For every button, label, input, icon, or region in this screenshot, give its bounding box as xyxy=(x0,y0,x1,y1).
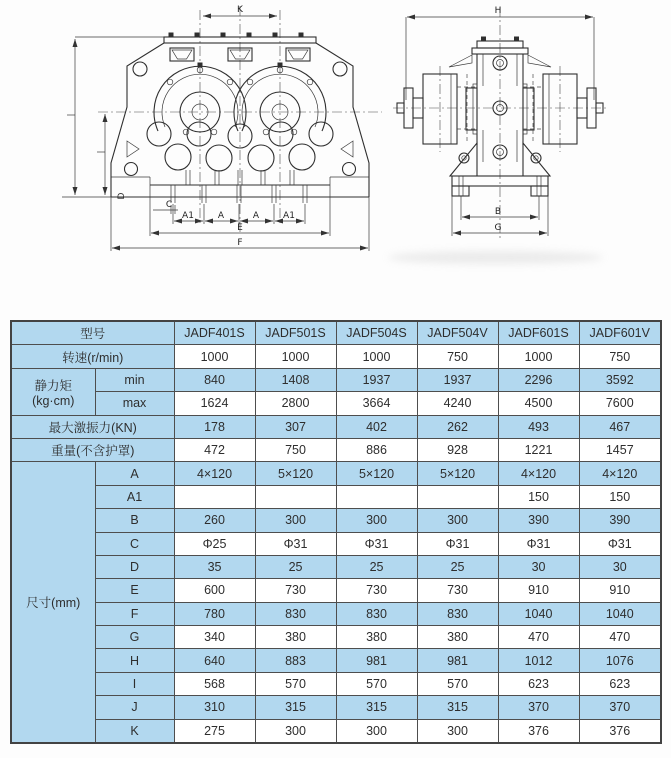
model-header: JADF504V xyxy=(417,321,498,345)
spec-cell: 5×120 xyxy=(255,462,336,485)
dimension-k xyxy=(203,5,277,16)
spec-cell: 3664 xyxy=(336,392,417,415)
spec-cell: 5×120 xyxy=(417,462,498,485)
spec-cell: Φ31 xyxy=(255,532,336,555)
spec-cell: 380 xyxy=(255,626,336,649)
table-row xyxy=(11,626,661,649)
dim-label-h: H xyxy=(494,6,502,16)
spec-cell: 178 xyxy=(174,415,255,438)
table-row xyxy=(11,415,661,438)
dimension-i-j xyxy=(62,39,111,197)
spec-cell: 300 xyxy=(336,509,417,532)
dim-label-d: D xyxy=(117,192,127,200)
spec-cell: 623 xyxy=(579,672,661,695)
spec-cell: Φ31 xyxy=(498,532,579,555)
sub-row-label: B xyxy=(95,509,174,532)
spec-cell: 7600 xyxy=(579,392,661,415)
spec-cell: 1221 xyxy=(498,438,579,461)
spec-cell: 730 xyxy=(417,579,498,602)
spec-cell: 570 xyxy=(417,672,498,695)
spec-cell: 640 xyxy=(174,649,255,672)
spec-cell: 2800 xyxy=(255,392,336,415)
spec-cell: 910 xyxy=(498,579,579,602)
spec-cell: 4500 xyxy=(498,392,579,415)
spec-cell: 1000 xyxy=(336,345,417,368)
sub-row-label: D xyxy=(95,555,174,578)
spec-cell: 1937 xyxy=(336,368,417,391)
table-row xyxy=(11,345,661,368)
spec-cell: 1012 xyxy=(498,649,579,672)
spec-cell: 25 xyxy=(336,555,417,578)
spec-cell: 1000 xyxy=(255,345,336,368)
spec-cell: 1076 xyxy=(579,649,661,672)
spec-cell: 315 xyxy=(336,696,417,719)
spec-cell: 25 xyxy=(255,555,336,578)
group-label: 静力矩 (kg·cm) xyxy=(11,368,95,415)
mounting-lugs xyxy=(170,48,310,61)
spec-cell: 493 xyxy=(498,415,579,438)
sub-row-label: J xyxy=(95,696,174,719)
dimension-b xyxy=(461,196,539,220)
spec-cell: 315 xyxy=(417,696,498,719)
spec-cell: 260 xyxy=(174,509,255,532)
spec-cell: 376 xyxy=(498,719,579,743)
spec-cell: Φ25 xyxy=(174,532,255,555)
scan-smudge xyxy=(388,251,603,264)
spec-cell xyxy=(417,485,498,508)
table-row xyxy=(11,649,661,672)
spec-cell: 380 xyxy=(336,626,417,649)
spec-cell: Φ31 xyxy=(417,532,498,555)
spec-cell: 470 xyxy=(498,626,579,649)
row-label: 重量(不含护罩) xyxy=(11,438,174,461)
table-row xyxy=(11,438,661,461)
spec-cell: 262 xyxy=(417,415,498,438)
sub-row-label: H xyxy=(95,649,174,672)
sub-row-label: C xyxy=(95,532,174,555)
sub-row-label: K xyxy=(95,719,174,743)
dim-label-a1-right: A1 xyxy=(283,211,295,221)
spec-cell: 981 xyxy=(417,649,498,672)
dim-label-k: K xyxy=(237,5,243,15)
header-row xyxy=(11,321,661,345)
spec-cell: 470 xyxy=(579,626,661,649)
spec-table-wrap xyxy=(10,320,661,744)
dim-label-e: E xyxy=(237,223,243,233)
group-label: 尺寸(mm) xyxy=(11,462,95,743)
spec-cell: 568 xyxy=(174,672,255,695)
sub-row-label: E xyxy=(95,579,174,602)
spec-cell: 1040 xyxy=(498,602,579,625)
table-row xyxy=(11,532,661,555)
model-header: JADF501S xyxy=(255,321,336,345)
spec-cell: 570 xyxy=(255,672,336,695)
spec-cell: 4240 xyxy=(417,392,498,415)
model-header: JADF601V xyxy=(579,321,661,345)
dimension-a-chain xyxy=(173,204,305,224)
model-header: JADF401S xyxy=(174,321,255,345)
spec-cell: 150 xyxy=(579,485,661,508)
spec-cell: 390 xyxy=(498,509,579,532)
spec-cell xyxy=(336,485,417,508)
spec-cell: 600 xyxy=(174,579,255,602)
spec-cell: 370 xyxy=(498,696,579,719)
spec-cell: 1624 xyxy=(174,392,255,415)
spec-cell: 300 xyxy=(417,719,498,743)
dim-label-a-left: A xyxy=(217,211,225,221)
dim-label-a1-left: A1 xyxy=(182,211,194,221)
front-view xyxy=(62,5,382,251)
dim-label-g: G xyxy=(494,223,502,233)
table-row xyxy=(11,462,661,485)
spec-cell: 4×120 xyxy=(174,462,255,485)
spec-cell: 1408 xyxy=(255,368,336,391)
spec-cell: 340 xyxy=(174,626,255,649)
spec-cell: 750 xyxy=(579,345,661,368)
spec-cell: 4×120 xyxy=(579,462,661,485)
row-label: 最大激振力(KN) xyxy=(11,415,174,438)
sub-row-label: G xyxy=(95,626,174,649)
spec-cell: 2296 xyxy=(498,368,579,391)
spec-cell: 370 xyxy=(579,696,661,719)
dim-label-b: B xyxy=(494,207,502,217)
weight-left xyxy=(397,74,477,144)
table-row xyxy=(11,392,661,415)
spec-table-body xyxy=(11,345,661,743)
dim-label-c: C xyxy=(165,200,173,210)
model-header: JADF504S xyxy=(336,321,417,345)
weight-right xyxy=(523,74,603,144)
spec-cell: 3592 xyxy=(579,368,661,391)
spec-cell: 310 xyxy=(174,696,255,719)
spec-cell: 1000 xyxy=(174,345,255,368)
spec-cell: 472 xyxy=(174,438,255,461)
spec-cell: 467 xyxy=(579,415,661,438)
table-row xyxy=(11,672,661,695)
sub-row-label: max xyxy=(95,392,174,415)
spec-table-head xyxy=(11,321,661,345)
dim-label-a-right: A xyxy=(252,211,260,221)
dimension-d xyxy=(117,192,127,199)
spec-cell: 750 xyxy=(255,438,336,461)
spec-cell: 883 xyxy=(255,649,336,672)
spec-cell: 623 xyxy=(498,672,579,695)
spec-cell: Φ31 xyxy=(579,532,661,555)
spec-cell: 25 xyxy=(417,555,498,578)
spec-cell: 840 xyxy=(174,368,255,391)
spec-cell: 886 xyxy=(336,438,417,461)
table-row xyxy=(11,485,661,508)
table-row xyxy=(11,696,661,719)
spec-cell: 380 xyxy=(417,626,498,649)
dim-label-f: F xyxy=(237,238,243,248)
dimension-c xyxy=(153,200,178,214)
spec-cell: 376 xyxy=(579,719,661,743)
spec-cell: 300 xyxy=(336,719,417,743)
spec-cell: 1937 xyxy=(417,368,498,391)
table-row xyxy=(11,579,661,602)
spec-cell: 275 xyxy=(174,719,255,743)
spec-cell: 780 xyxy=(174,602,255,625)
spec-table xyxy=(10,320,662,744)
side-view xyxy=(393,6,607,238)
row-label: 转速(r/min) xyxy=(11,345,174,368)
spec-cell: 390 xyxy=(579,509,661,532)
spec-cell: 1000 xyxy=(498,345,579,368)
spec-cell: 570 xyxy=(336,672,417,695)
spec-cell: 402 xyxy=(336,415,417,438)
spec-cell xyxy=(255,485,336,508)
model-column-label: 型号 xyxy=(11,321,174,345)
spec-cell: 830 xyxy=(336,602,417,625)
table-row xyxy=(11,368,661,391)
spec-cell: 300 xyxy=(417,509,498,532)
table-row xyxy=(11,509,661,532)
spec-cell: 300 xyxy=(255,509,336,532)
spec-cell: 300 xyxy=(255,719,336,743)
sub-row-label: A1 xyxy=(95,485,174,508)
spec-cell: 981 xyxy=(336,649,417,672)
spec-cell: 730 xyxy=(255,579,336,602)
spec-cell: 35 xyxy=(174,555,255,578)
spec-cell: 1457 xyxy=(579,438,661,461)
spec-cell: 315 xyxy=(255,696,336,719)
spec-cell: 30 xyxy=(498,555,579,578)
spec-cell: 910 xyxy=(579,579,661,602)
spec-cell: 307 xyxy=(255,415,336,438)
spec-cell: 928 xyxy=(417,438,498,461)
spec-cell: 830 xyxy=(255,602,336,625)
sub-row-label: F xyxy=(95,602,174,625)
spec-cell: 730 xyxy=(336,579,417,602)
sub-row-label: I xyxy=(95,672,174,695)
table-row xyxy=(11,719,661,743)
spec-cell: 4×120 xyxy=(498,462,579,485)
sub-row-label: A xyxy=(95,462,174,485)
table-row xyxy=(11,555,661,578)
spec-cell: Φ31 xyxy=(336,532,417,555)
table-row xyxy=(11,602,661,625)
drawing-svg xyxy=(0,0,671,318)
spec-cell: 750 xyxy=(417,345,498,368)
spec-cell: 1040 xyxy=(579,602,661,625)
spec-cell: 150 xyxy=(498,485,579,508)
sub-row-label: min xyxy=(95,368,174,391)
technical-drawing xyxy=(0,0,671,318)
spec-cell: 5×120 xyxy=(336,462,417,485)
spec-cell: 30 xyxy=(579,555,661,578)
spec-cell: 830 xyxy=(417,602,498,625)
spec-cell xyxy=(174,485,255,508)
model-header: JADF601S xyxy=(498,321,579,345)
